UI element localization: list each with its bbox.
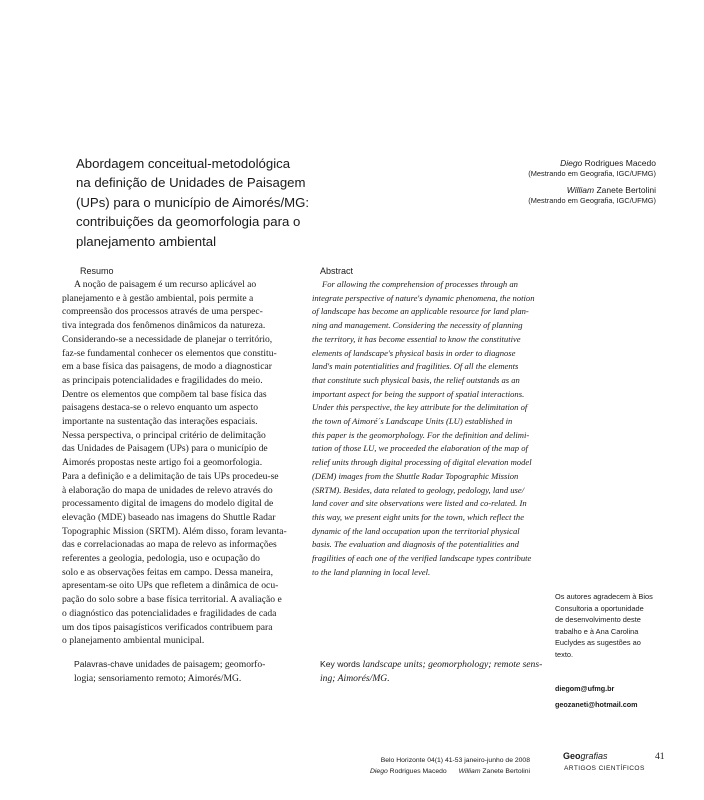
abstract-line: integrate perspective of nature's dynamic phenomena, the notion	[312, 292, 535, 303]
keywords-line: ing; Aimorés/MG.	[320, 673, 390, 684]
resumo-line: das e correlacionadas ao mapa de relevo as informações	[62, 539, 277, 551]
abstract-line: relief units through digital processing of digital elevation model	[312, 457, 532, 468]
abstract-line: elements of landscape's physical basis in order to diagnose	[312, 347, 516, 358]
resumo-line: solo e as observações feitas em campo. Dessa maneira,	[62, 566, 273, 578]
ack-line: Os autores agradecem à Bios	[555, 592, 653, 601]
resumo-line: pação do solo sobre a base física territorial. A avaliação e	[62, 594, 282, 606]
abstract-line: important aspect for being the support of spatial interactions.	[312, 388, 525, 399]
abstract-line: that constitute such physical basis, the relief outstands as an	[312, 374, 520, 385]
resumo-line: Topographic Mission (SRTM). Além disso, foram levanta-	[62, 525, 287, 537]
footer-author: William Zanete Bertolini	[458, 768, 530, 775]
resumo-line: um dos tipos paisagísticos verificados contribuem para	[62, 621, 273, 633]
resumo-line: faz-se fundamental conhecer os elementos que constitu-	[62, 347, 277, 359]
title-line: planejamento ambiental	[76, 233, 217, 249]
resumo-line: em a base física das paisagens, de modo a diagnosticar	[62, 361, 272, 373]
page-number: 41	[655, 751, 665, 762]
abstract-line: land cover and site observations were listed and co-related. In	[312, 498, 527, 509]
acknowledgment-note	[555, 591, 675, 660]
abstract-line: land's main potentialities and fragilities. Of all the elements	[312, 361, 519, 372]
author-list	[396, 158, 656, 206]
abstract-body	[312, 278, 544, 579]
resumo-line: paisagens destaca-se o relevo enquanto um aspecto	[62, 402, 259, 414]
abstract-line: For allowing the comprehension of processes through an	[322, 279, 518, 289]
resumo-line: o diagnóstico das potencialidades e fragilidades de cada	[62, 607, 277, 619]
author-affiliation: (Mestrando em Geografia, IGC/UFMG)	[528, 169, 656, 178]
abstract-line: the territory, it has become essential to know the constitutive	[312, 333, 521, 344]
keywords-label: Key words	[320, 659, 361, 669]
abstract-line: dynamic of the land occupation upon the territorial physical	[312, 525, 520, 536]
resumo-line: apresentam-se oito UPs que refletem a dinâmica de ocu-	[62, 580, 279, 592]
author-block	[396, 185, 656, 206]
abstract-line: tation of those LU, we proceeded the elaboration of the map of	[312, 443, 528, 454]
abstract-line: Under this perspective, the key attribute for the delimitation of	[312, 402, 528, 413]
resumo-line: planejamento e à gestão ambiental, pois permite a	[62, 292, 254, 304]
resumo-line: as principais potencialidades e fragilidades do meio.	[62, 374, 263, 386]
resumo-line: Dentre os elementos que compõem tal base física das	[62, 388, 267, 400]
title-line: na definição de Unidades de Paisagem	[76, 175, 306, 191]
keywords-line: Palavras-chave unidades de paisagem; geomorfo-	[74, 659, 266, 670]
key-words	[320, 657, 542, 686]
keywords-line: Key words landscape units; geomorphology; remote sens-	[320, 659, 543, 670]
ack-line: Euclydes as sugestões ao	[555, 638, 641, 647]
resumo-line: Considerando-se a necessidade de planejar o território,	[62, 333, 273, 345]
author-name: William Zanete Bertolini	[566, 185, 656, 195]
abstract-line: the town of Aimoré´s Landscape Units (LU) established in	[312, 416, 513, 427]
article-title	[76, 154, 366, 251]
resumo-line: A noção de paisagem é um recurso aplicável ao	[74, 279, 257, 290]
abstract-line: to the land planning in local level.	[312, 566, 431, 577]
abstract-line: (DEM) images from the Shuttle Radar Topographic Mission	[312, 470, 519, 481]
resumo-line: compreensão dos processos através de uma perspec-	[62, 306, 263, 318]
abstract-line: basis. The evaluation and diagnosis of the potentialities and	[312, 539, 519, 550]
resumo-heading: Resumo	[80, 266, 114, 276]
resumo-line: à elaboração do mapa de unidades de relevo através do	[62, 484, 273, 496]
author-block	[396, 158, 656, 179]
resumo-line: tiva integrada dos fenômenos dinâmicos da natureza.	[62, 320, 266, 332]
abstract-line: of landscape has become an applicable resource for land plan-	[312, 306, 529, 317]
abstract-line: (SRTM). Besides, data related to geology, pedology, land use/	[312, 484, 525, 495]
title-line: Abordagem conceitual-metodológica	[76, 156, 291, 171]
author-name: Diego Rodrigues Macedo	[560, 158, 656, 168]
ack-line: trabalho e à Ana Carolina	[555, 626, 639, 636]
resumo-line: Para a definição e a delimitação de tais UPs procedeu-se	[62, 470, 279, 482]
footer-reference: Belo Horizonte 04(1) 41-53 janeiro-junho de 2008	[380, 757, 530, 764]
keywords-label: Palavras-chave	[74, 659, 134, 669]
abstract-line: this paper is the geomorphology. For the definition and delimi-	[312, 429, 530, 440]
resumo-body	[62, 278, 287, 648]
author-affiliation: (Mestrando em Geografia, IGC/UFMG)	[528, 196, 656, 205]
resumo-line: processamento digital de imagens do modelo digital de	[62, 498, 274, 510]
footer-author: Diego Rodrigues Macedo	[370, 768, 447, 775]
resumo-line: Aimorés propostas neste artigo foi a geomorfologia.	[62, 457, 263, 469]
ack-line: Consultoria a oportunidade	[555, 603, 644, 613]
abstract-line: ning and management. Considering the necessity of planning	[312, 320, 523, 331]
resumo-line: elevação (MDE) baseado nas imagens do Shuttle Radar	[62, 511, 276, 523]
title-line: (UPs) para o município de Aimorés/MG:	[76, 194, 310, 210]
journal-name: Geografias	[563, 751, 608, 761]
ack-line: de desenvolvimento deste	[555, 615, 641, 624]
email-link[interactable]: geozaneti@hotmail.com	[555, 700, 638, 709]
resumo-line: das Unidades de Paisagem (UPs) para o município de	[62, 443, 268, 455]
keywords-line: logia; sensoriamento remoto; Aimorés/MG.	[74, 673, 242, 684]
section-label: ARTIGOS CIENTÍFICOS	[564, 765, 645, 772]
footer-authors	[370, 766, 530, 777]
resumo-line: Nessa perspectiva, o principal critério de delimitação	[62, 429, 266, 441]
email-link[interactable]: diegom@ufmg.br	[555, 684, 615, 693]
palavras-chave	[74, 657, 265, 686]
resumo-line: importante na sustentação das interações espaciais.	[62, 416, 258, 428]
abstract-heading: Abstract	[320, 266, 354, 276]
abstract-line: fragilities of each one of the verified landscape types contribute	[312, 553, 532, 564]
ack-line: texto.	[555, 649, 574, 659]
resumo-line: o planejamento ambiental municipal.	[62, 635, 205, 647]
resumo-line: referentes a geologia, pedologia, uso e ocupação do	[62, 553, 260, 565]
abstract-line: this way, we present eight units for the town, which reflect the	[312, 511, 525, 522]
title-line: contribuições da geomorfologia para o	[76, 214, 301, 230]
